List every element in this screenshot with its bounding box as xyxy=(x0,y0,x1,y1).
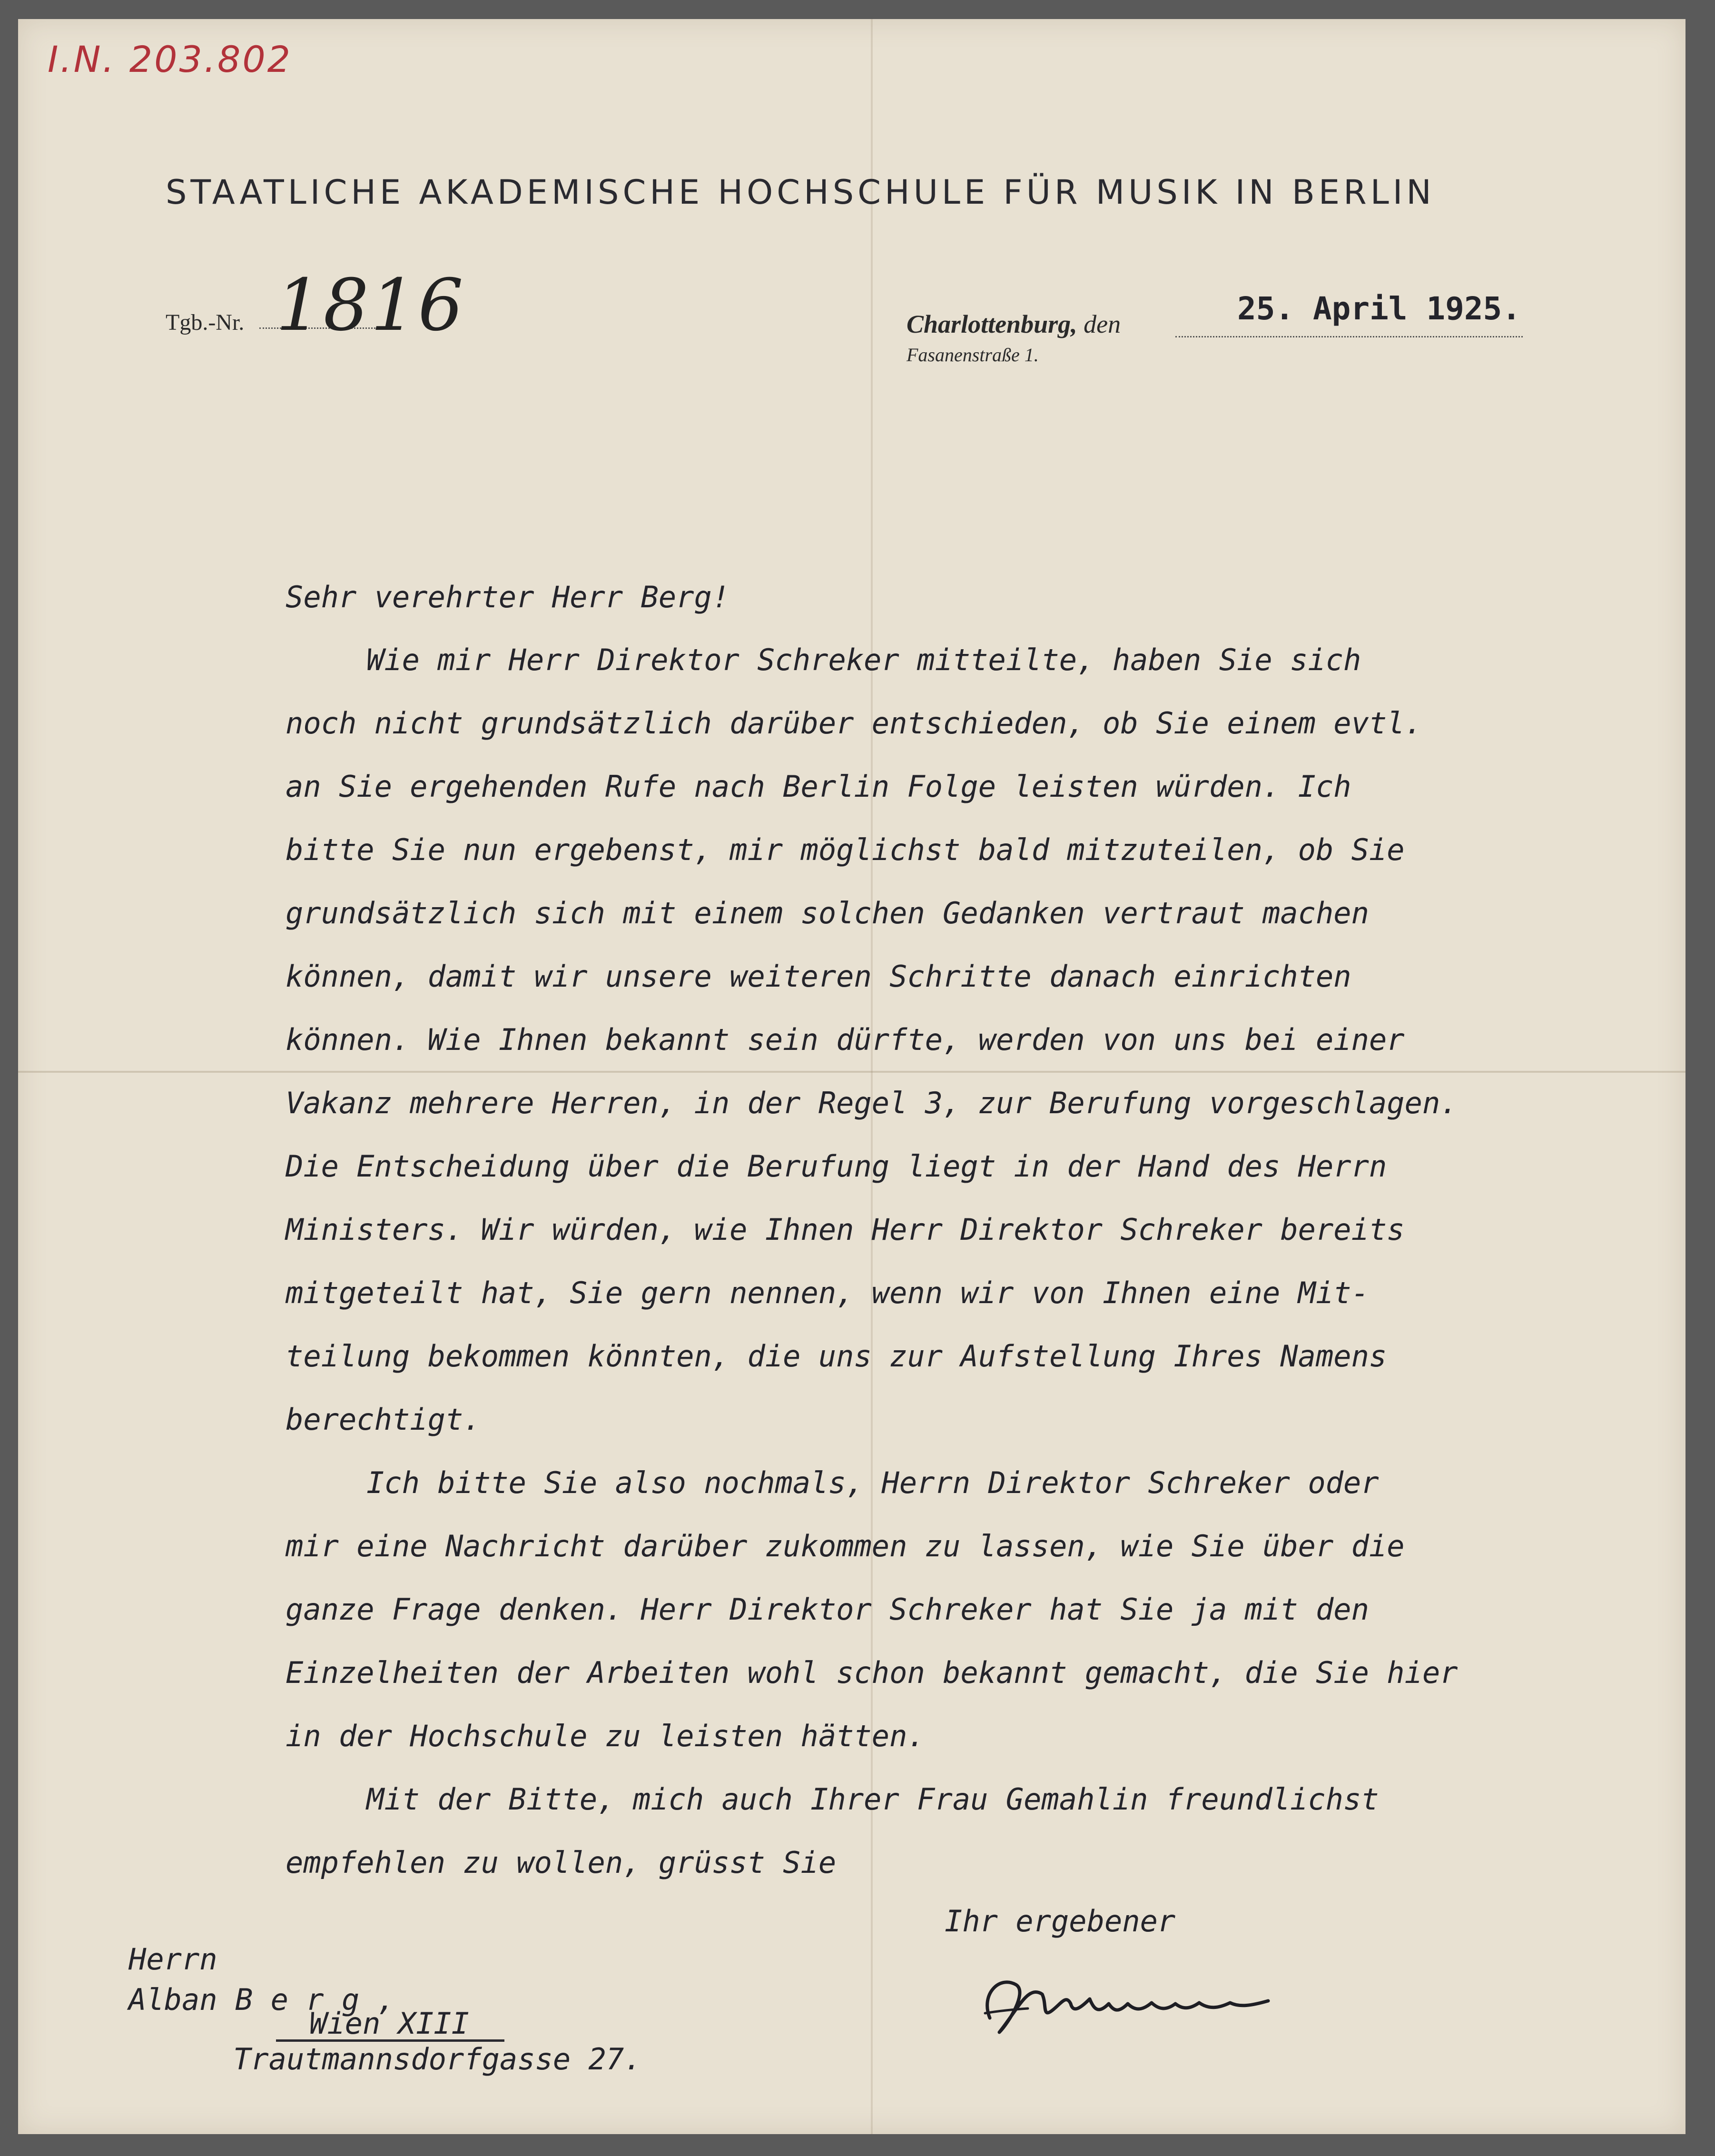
street-address: Fasanenstraße 1. xyxy=(907,344,1039,366)
body-line: berechtigt. xyxy=(286,1402,481,1437)
body-line: können, damit wir unsere weiteren Schritte danach einrichten xyxy=(286,959,1351,994)
signature xyxy=(971,1966,1275,2042)
body-line: Ich bitte Sie also nochmals, Herrn Direktor Schreker oder xyxy=(366,1465,1379,1500)
body-line: Vakanz mehrere Herren, in der Regel 3, zur Berufung vorgeschlagen. xyxy=(286,1086,1458,1120)
address-line: Alban B e r g , xyxy=(128,1982,395,2017)
body-line: Wie mir Herr Direktor Schreker mitteilte, haben Sie sich xyxy=(366,643,1361,677)
salutation: Sehr verehrter Herr Berg! xyxy=(286,580,730,614)
letterhead: STAATLICHE AKADEMISCHE HOCHSCHULE FÜR MUSIK IN BERLIN xyxy=(166,173,1435,212)
address-line: Trautmannsdorfgasse 27. xyxy=(233,2042,642,2077)
body-line: Ministers. Wir würden, wie Ihnen Herr Direktor Schreker bereits xyxy=(286,1212,1405,1247)
closing: Ihr ergebener xyxy=(945,1904,1176,1938)
letter-date: 25. April 1925. xyxy=(1237,290,1521,327)
place-name: Charlottenburg, xyxy=(907,310,1077,338)
body-line: Einzelheiten der Arbeiten wohl schon bekannt gemacht, die Sie hier xyxy=(286,1655,1458,1690)
body-line: können. Wie Ihnen bekannt sein dürfte, werden von uns bei einer xyxy=(286,1022,1405,1057)
fold-crease-horizontal xyxy=(18,1071,1685,1073)
body-line: mir eine Nachricht darüber zukommen zu lassen, wie Sie über die xyxy=(286,1529,1405,1563)
body-line: mitgeteilt hat, Sie gern nennen, wenn wir von Ihnen eine Mit- xyxy=(286,1276,1369,1310)
tgb-label: Tgb.-Nr. xyxy=(166,310,245,335)
body-line: an Sie ergehenden Rufe nach Berlin Folge leisten würden. Ich xyxy=(286,769,1351,804)
body-line: grundsätzlich sich mit einem solchen Gedanken vertraut machen xyxy=(286,896,1369,930)
tgb-number: 1816 xyxy=(276,264,465,347)
archive-number: I.N. 203.802 xyxy=(48,38,293,80)
fold-crease-vertical xyxy=(871,19,873,2134)
address-line: Wien XIII xyxy=(309,2006,469,2041)
body-line: Mit der Bitte, mich auch Ihrer Frau Gemahlin freundlichst xyxy=(366,1782,1379,1817)
date-dotted-line xyxy=(1175,336,1523,337)
body-line: teilung bekommen könnten, die uns zur Aufstellung Ihres Namens xyxy=(286,1339,1387,1374)
address-line: Herrn xyxy=(128,1942,217,1977)
body-line: ganze Frage denken. Herr Direktor Schreker hat Sie ja mit den xyxy=(286,1592,1369,1627)
body-line: in der Hochschule zu leisten hätten. xyxy=(286,1719,925,1753)
den-label: den xyxy=(1084,310,1121,338)
place-line xyxy=(907,309,1121,339)
body-line: empfehlen zu wollen, grüsst Sie xyxy=(286,1845,837,1880)
body-line: noch nicht grundsätzlich darüber entschieden, ob Sie einem evtl. xyxy=(286,706,1422,741)
body-line: Die Entscheidung über die Berufung liegt in der Hand des Herrn xyxy=(286,1149,1387,1184)
body-line: bitte Sie nun ergebenst, mir möglichst bald mitzuteilen, ob Sie xyxy=(286,832,1405,867)
